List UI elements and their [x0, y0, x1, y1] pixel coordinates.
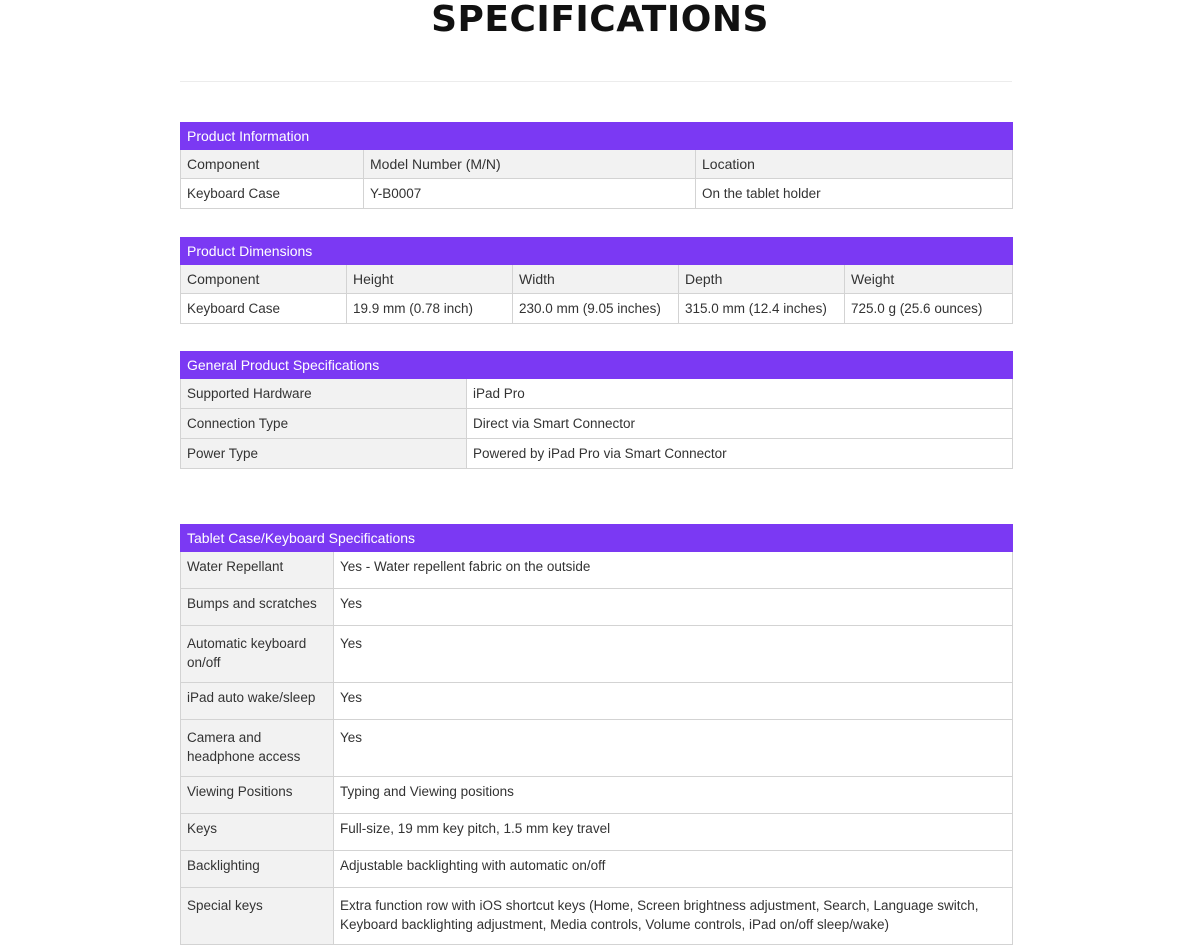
column-header: Component: [181, 150, 364, 179]
column-header: Height: [347, 265, 513, 294]
title-divider: [180, 81, 1012, 82]
table-row: [181, 814, 1013, 851]
table-row: [181, 179, 1013, 209]
spec-value: Typing and Viewing positions: [334, 777, 1013, 814]
column-header-row: [181, 150, 1013, 179]
spec-value: Extra function row with iOS shortcut keys (Home, Screen brightness adjustment, Search, Language switch, Keyboard backlighting adjustment, Media controls, Volume controls, iPad on/off sleep/wake): [334, 888, 1013, 945]
spec-label: Water Repellant: [181, 552, 334, 589]
keyboard-specifications-title: Tablet Case/Keyboard Specifications: [181, 525, 1013, 552]
spec-label: Keys: [181, 814, 334, 851]
column-header: Location: [696, 150, 1013, 179]
table-row: [181, 888, 1013, 945]
table-cell: 725.0 g (25.6 ounces): [845, 294, 1013, 324]
table-row: [181, 379, 1013, 409]
keyboard-specifications-table: [180, 524, 1013, 945]
spec-value: iPad Pro: [467, 379, 1013, 409]
spec-label: Bumps and scratches: [181, 589, 334, 626]
spec-label: Camera and headphone access: [181, 720, 334, 777]
table-row: [181, 683, 1013, 720]
spec-value: Yes: [334, 720, 1013, 777]
table-cell: 230.0 mm (9.05 inches): [513, 294, 679, 324]
column-header: Weight: [845, 265, 1013, 294]
table-row: [181, 777, 1013, 814]
general-specifications-table: [180, 351, 1013, 469]
table-row: [181, 626, 1013, 683]
table-row: [181, 439, 1013, 469]
column-header: Depth: [679, 265, 845, 294]
spec-value: Direct via Smart Connector: [467, 409, 1013, 439]
section-header: [181, 352, 1013, 379]
table-cell: Keyboard Case: [181, 294, 347, 324]
column-header: Component: [181, 265, 347, 294]
spec-value: Yes - Water repellent fabric on the outside: [334, 552, 1013, 589]
spec-label: Supported Hardware: [181, 379, 467, 409]
spec-label: Connection Type: [181, 409, 467, 439]
section-header: [181, 525, 1013, 552]
spec-value: Yes: [334, 683, 1013, 720]
spec-value: Yes: [334, 626, 1013, 683]
spec-label: Automatic keyboard on/off: [181, 626, 334, 683]
table-cell: 19.9 mm (0.78 inch): [347, 294, 513, 324]
section-header: [181, 238, 1013, 265]
spec-value: Powered by iPad Pro via Smart Connector: [467, 439, 1013, 469]
product-information-title: Product Information: [181, 123, 1013, 150]
table-cell: 315.0 mm (12.4 inches): [679, 294, 845, 324]
table-row: [181, 409, 1013, 439]
column-header-row: [181, 265, 1013, 294]
spec-value: Full-size, 19 mm key pitch, 1.5 mm key travel: [334, 814, 1013, 851]
section-header: [181, 123, 1013, 150]
spec-value: Yes: [334, 589, 1013, 626]
spec-label: iPad auto wake/sleep: [181, 683, 334, 720]
general-specifications-title: General Product Specifications: [181, 352, 1013, 379]
spec-label: Special keys: [181, 888, 334, 945]
spec-label: Viewing Positions: [181, 777, 334, 814]
table-row: [181, 720, 1013, 777]
spec-value: Adjustable backlighting with automatic on/off: [334, 851, 1013, 888]
table-cell: Y-B0007: [364, 179, 696, 209]
table-cell: On the tablet holder: [696, 179, 1013, 209]
table-cell: Keyboard Case: [181, 179, 364, 209]
column-header: Width: [513, 265, 679, 294]
product-dimensions-title: Product Dimensions: [181, 238, 1013, 265]
table-row: [181, 851, 1013, 888]
page-title: SPECIFICATIONS: [431, 0, 769, 40]
table-row: [181, 294, 1013, 324]
product-dimensions-table: [180, 237, 1013, 324]
table-row: [181, 552, 1013, 589]
table-row: [181, 589, 1013, 626]
spec-label: Backlighting: [181, 851, 334, 888]
spec-label: Power Type: [181, 439, 467, 469]
column-header: Model Number (M/N): [364, 150, 696, 179]
product-information-table: [180, 122, 1013, 209]
